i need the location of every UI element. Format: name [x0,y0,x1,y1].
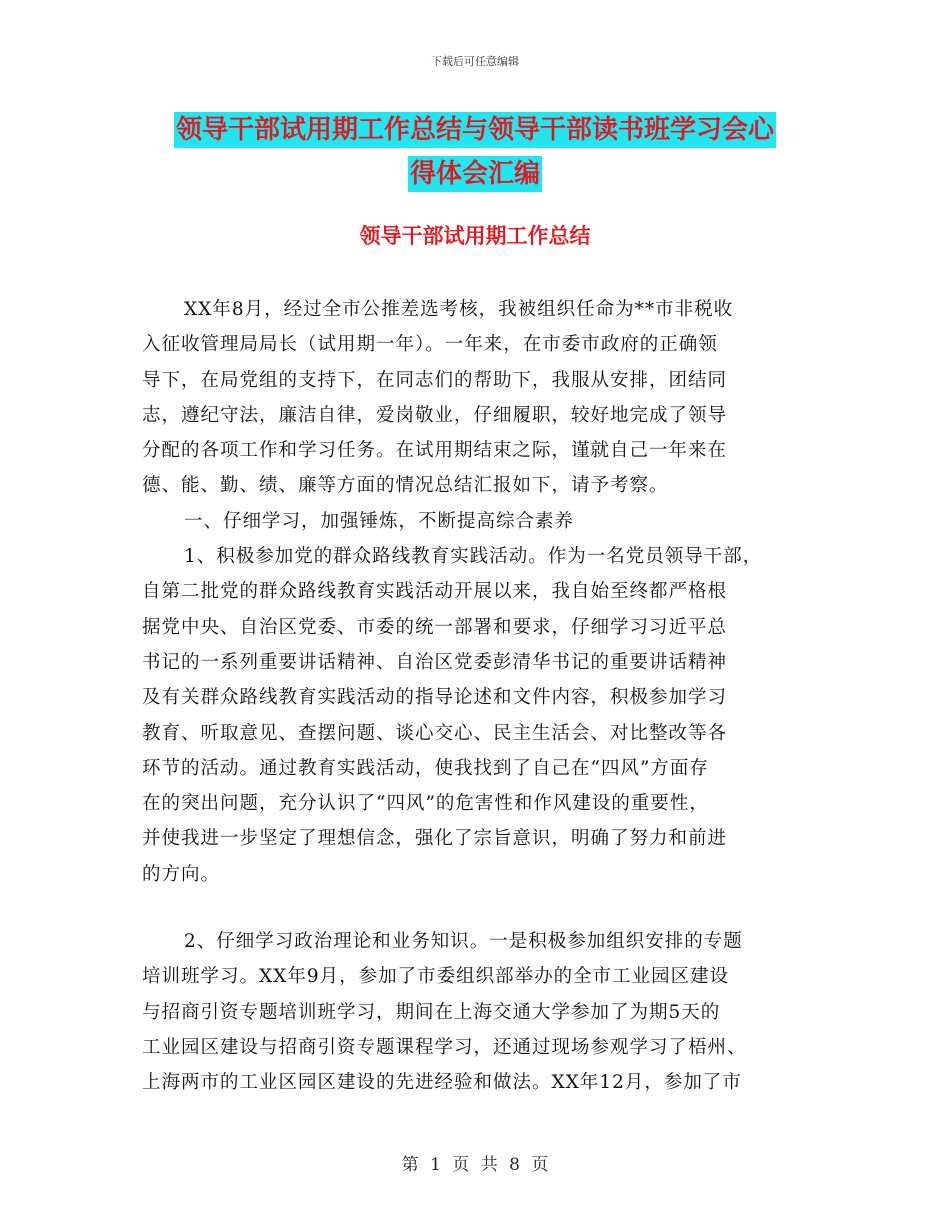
title-highlight: 得体会汇编 [408,156,542,192]
document-title-line-2 [0,158,950,190]
title-highlight: 领导干部试用期工作总结与领导干部读书班学习会心 [174,112,776,148]
body-block-1 [142,292,832,892]
text-line: 在的突出问题，充分认识了“四风”的危害性和作风建设的重要性， [142,793,709,815]
text-line: 培训班学习。XX年9月，参加了市委组织部举办的全市工业园区建设 [142,966,730,988]
text-line: 的方向。 [142,863,221,885]
text-line: 入征收管理局局长（试用期一年）。一年来，在市委市政府的正确领 [142,334,718,356]
text-line: 德、能、勤、绩、廉等方面的情况总结汇报如下，请予考察。 [142,475,669,497]
text-line: 自第二批党的群众路线教育实践活动开展以来，我自始至终都严格根 [142,581,728,603]
text-line: 上海两市的工业区园区建设的先进经验和做法。XX年12月，参加了市 [142,1072,742,1094]
text-line: 并使我进一步坚定了理想信念，强化了宗旨意识，明确了努力和前进 [142,828,728,850]
heading-line: 一、仔细学习，加强锤炼，不断提高综合素养 [184,510,575,532]
header-note: 下载后可任意编辑 [431,55,519,68]
text-line: 工业园区建设与招商引资专题课程学习，还通过现场参观学习了梧州、 [142,1036,747,1058]
text-line: 1、积极参加党的群众路线教育实践活动。作为一名党员领导干部， [184,546,763,568]
text-line: 导下，在局党组的支持下，在同志们的帮助下，我服从安排，团结同 [142,369,728,391]
text-line: 环节的活动。通过教育实践活动，使我找到了自己在“四风”方面存 [142,757,709,779]
page-footer: 第 1 页 共 8 页 [401,1155,549,1175]
text-line: 据党中央、自治区党委、市委的统一部署和要求，仔细学习习近平总 [142,616,728,638]
text-line: 及有关群众路线教育实践活动的指导论述和文件内容，积极参加学习 [142,687,728,709]
text-line: 分配的各项工作和学习任务。在试用期结束之际，谨就自己一年来在 [142,440,728,462]
text-line: 2、仔细学习政治理论和业务知识。一是积极参加组织安排的专题 [184,931,743,952]
body-block-2 [142,924,832,1100]
text-line: 教育、听取意见、查摆问题、谈心交心、民主生活会、对比整改等各 [142,722,728,744]
text-line: 书记的一系列重要讲话精神、自治区党委彭清华书记的重要讲话精神 [142,651,728,673]
section-title: 领导干部试用期工作总结 [359,224,591,248]
text-line: XX年8月，经过全市公推差选考核，我被组织任命为**市非税收 [184,299,734,320]
text-line: 与招商引资专题培训班学习，期间在上海交通大学参加了为期5天的 [142,1001,721,1023]
text-line: 志，遵纪守法，廉洁自律，爱岗敬业，仔细履职，较好地完成了领导 [142,404,728,426]
document-title-line-1 [0,114,950,146]
